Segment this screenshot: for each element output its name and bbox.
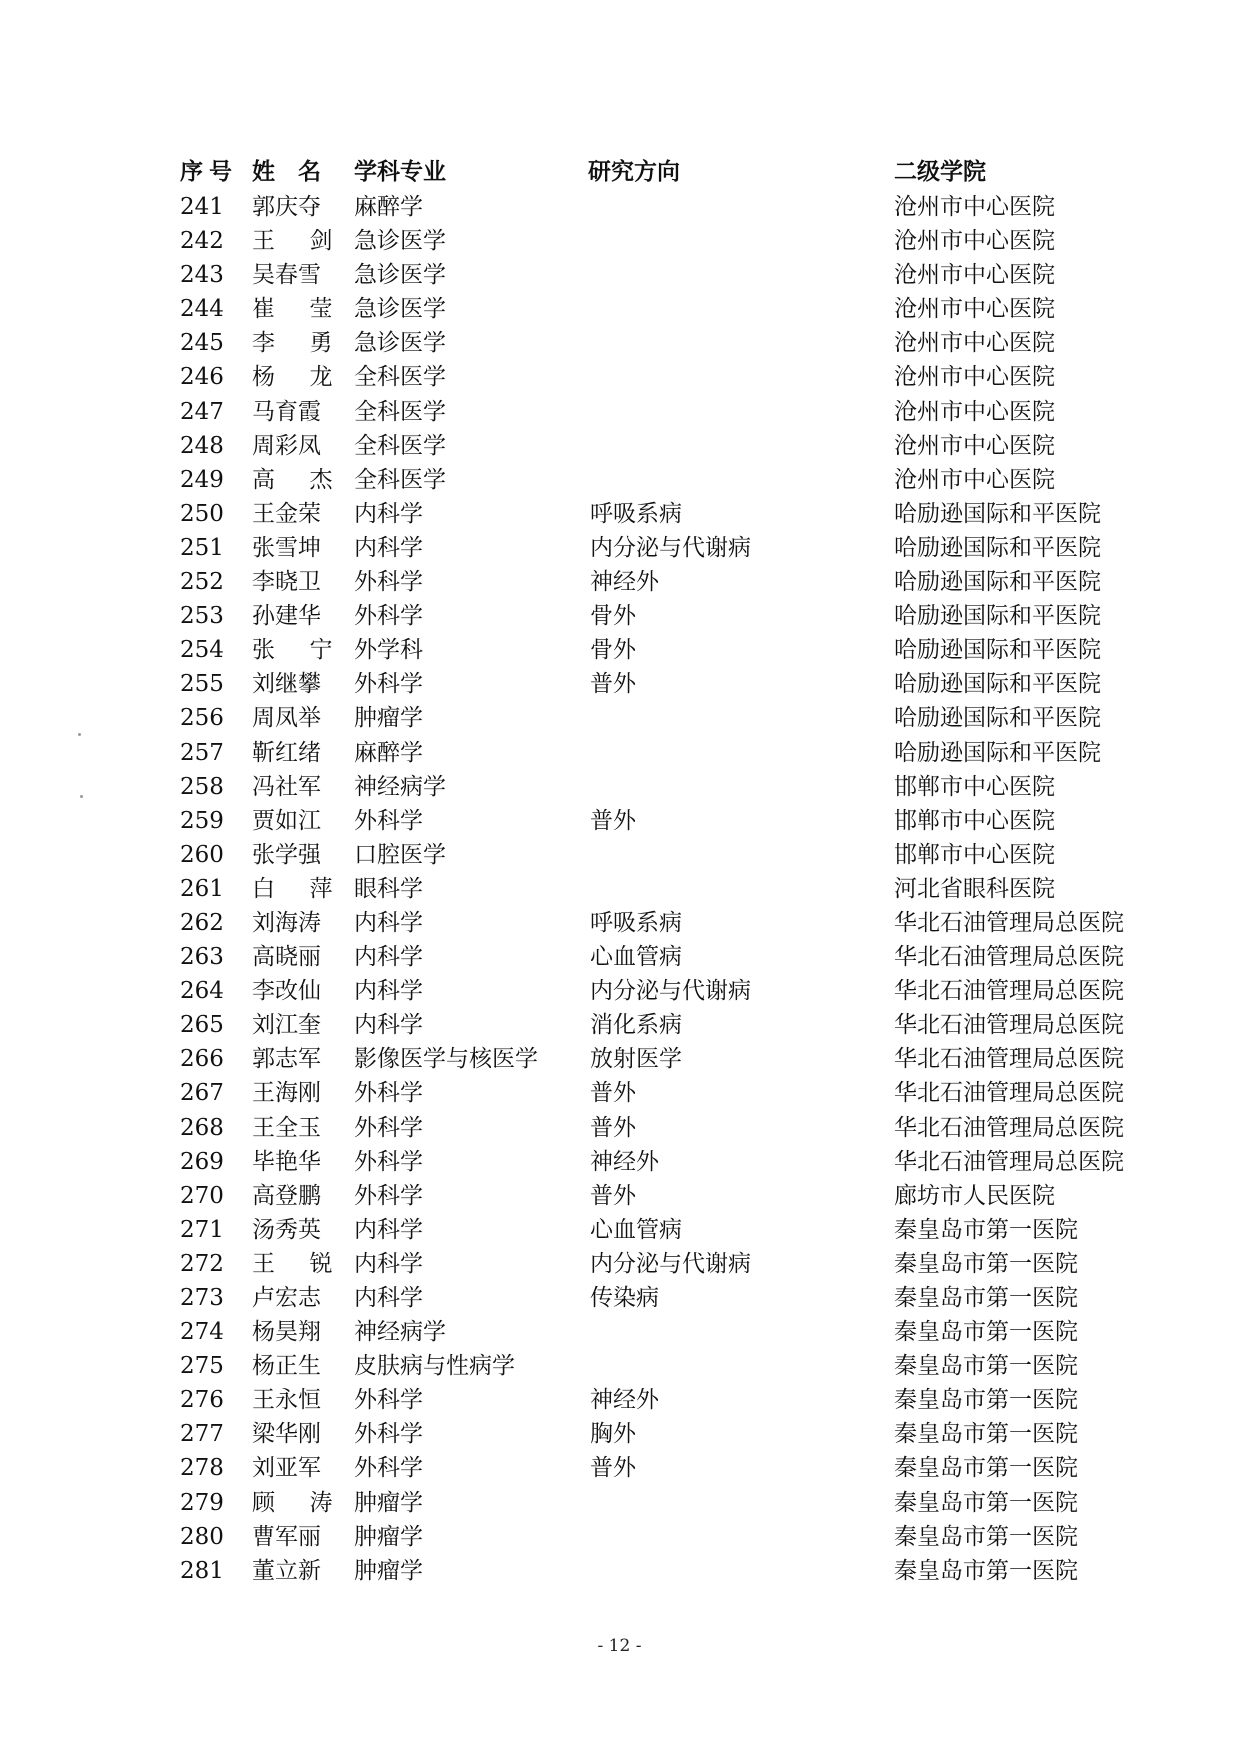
row-direction: 放射医学 <box>590 1046 682 1073</box>
table-row <box>180 1349 1160 1383</box>
row-college: 华北石油管理局总医院 <box>894 1080 1124 1107</box>
row-direction: 普外 <box>590 807 636 834</box>
row-major: 肿瘤学 <box>354 1489 423 1516</box>
row-name: 李 勇 <box>252 330 333 357</box>
row-major: 肿瘤学 <box>354 1523 423 1550</box>
row-name: 郭志军 <box>252 1046 321 1073</box>
row-no: 268 <box>180 1114 224 1141</box>
row-name: 杨正生 <box>252 1353 321 1380</box>
row-name: 李改仙 <box>252 978 321 1005</box>
row-name: 刘继攀 <box>252 671 321 698</box>
row-major: 急诊医学 <box>354 262 446 289</box>
row-direction: 骨外 <box>590 603 636 630</box>
row-name: 靳红绪 <box>252 739 321 766</box>
row-college: 邯郸市中心医院 <box>894 841 1055 868</box>
table-row <box>180 565 1160 599</box>
row-major: 影像医学与核医学 <box>354 1046 538 1073</box>
row-no: 253 <box>180 603 224 630</box>
header-direction: 研究方向 <box>588 158 680 185</box>
row-major: 外科学 <box>354 1080 423 1107</box>
row-college: 哈励逊国际和平医院 <box>894 500 1101 527</box>
table-row <box>180 292 1160 326</box>
row-no: 250 <box>180 500 224 527</box>
row-no: 243 <box>180 262 224 289</box>
row-name: 王全玉 <box>252 1114 321 1141</box>
row-major: 神经病学 <box>354 773 446 800</box>
row-major: 外科学 <box>354 569 423 596</box>
row-major: 急诊医学 <box>354 228 446 255</box>
row-college: 华北石油管理局总医院 <box>894 978 1124 1005</box>
row-college: 华北石油管理局总医院 <box>894 1046 1124 1073</box>
row-major: 内科学 <box>354 534 423 561</box>
page-number: - 12 - <box>597 1636 642 1656</box>
row-major: 外科学 <box>354 1182 423 1209</box>
row-college: 河北省眼科医院 <box>894 875 1055 902</box>
row-name: 周彩凤 <box>252 432 321 459</box>
row-college: 廊坊市人民医院 <box>894 1182 1055 1209</box>
row-college: 华北石油管理局总医院 <box>894 909 1124 936</box>
row-college: 邯郸市中心医院 <box>894 773 1055 800</box>
row-name: 杨 龙 <box>252 364 333 391</box>
table-row <box>180 667 1160 701</box>
table-row <box>180 1008 1160 1042</box>
row-no: 273 <box>180 1285 224 1311</box>
table-row <box>180 1145 1160 1179</box>
row-no: 279 <box>180 1489 224 1516</box>
row-college: 沧州市中心医院 <box>894 296 1055 323</box>
row-major: 外科学 <box>354 1455 423 1482</box>
row-major: 外学科 <box>354 637 423 664</box>
table-row <box>180 395 1160 429</box>
table-row <box>180 940 1160 974</box>
row-name: 刘海涛 <box>252 909 321 936</box>
row-direction: 呼吸系病 <box>590 500 682 527</box>
row-no: 246 <box>180 364 224 391</box>
table-row <box>180 736 1160 770</box>
table-row <box>180 599 1160 633</box>
row-college: 秦皇岛市第一医院 <box>894 1387 1078 1414</box>
row-no: 280 <box>180 1523 224 1550</box>
row-direction: 神经外 <box>590 1387 659 1414</box>
row-no: 258 <box>180 773 224 800</box>
row-college: 秦皇岛市第一医院 <box>894 1285 1078 1311</box>
row-college: 哈励逊国际和平医院 <box>894 705 1101 732</box>
row-college: 华北石油管理局总医院 <box>894 944 1124 971</box>
row-name: 卢宏志 <box>252 1285 321 1311</box>
row-name: 董立新 <box>252 1557 321 1584</box>
row-no: 278 <box>180 1455 224 1482</box>
row-no: 274 <box>180 1319 224 1346</box>
row-direction: 心血管病 <box>590 1216 682 1243</box>
row-no: 252 <box>180 569 224 596</box>
row-direction: 普外 <box>590 1114 636 1141</box>
row-name: 曹军丽 <box>252 1523 321 1550</box>
row-no: 247 <box>180 398 224 425</box>
row-no: 251 <box>180 534 224 561</box>
row-major: 肿瘤学 <box>354 1557 423 1584</box>
table-row <box>180 1042 1160 1076</box>
header-major: 学科专业 <box>354 158 446 185</box>
row-no: 276 <box>180 1387 224 1414</box>
row-college: 沧州市中心医院 <box>894 194 1055 220</box>
row-name: 吴春雪 <box>252 262 321 289</box>
row-college: 华北石油管理局总医院 <box>894 1148 1124 1175</box>
row-major: 急诊医学 <box>354 330 446 357</box>
row-major: 神经病学 <box>354 1319 446 1346</box>
row-name: 张 宁 <box>252 637 333 664</box>
row-major: 外科学 <box>354 1387 423 1414</box>
table-body <box>180 190 1160 1588</box>
scan-speck <box>78 733 81 736</box>
row-name: 王金荣 <box>252 500 321 527</box>
row-direction: 骨外 <box>590 637 636 664</box>
row-name: 郭庆夺 <box>252 194 321 220</box>
row-direction: 内分泌与代谢病 <box>590 978 751 1005</box>
header-college: 二级学院 <box>894 158 986 185</box>
row-major: 口腔医学 <box>354 841 446 868</box>
row-college: 哈励逊国际和平医院 <box>894 603 1101 630</box>
row-name: 孙建华 <box>252 603 321 630</box>
row-no: 266 <box>180 1046 224 1073</box>
table-row <box>180 974 1160 1008</box>
row-no: 259 <box>180 807 224 834</box>
row-direction: 消化系病 <box>590 1012 682 1039</box>
row-college: 沧州市中心医院 <box>894 228 1055 255</box>
row-major: 外科学 <box>354 1421 423 1448</box>
row-direction: 胸外 <box>590 1421 636 1448</box>
row-name: 高 杰 <box>252 466 333 493</box>
row-college: 华北石油管理局总医院 <box>894 1114 1124 1141</box>
row-name: 李晓卫 <box>252 569 321 596</box>
row-direction: 呼吸系病 <box>590 909 682 936</box>
table-row <box>180 906 1160 940</box>
row-college: 秦皇岛市第一医院 <box>894 1319 1078 1346</box>
row-no: 264 <box>180 978 224 1005</box>
table-row <box>180 1247 1160 1281</box>
row-college: 沧州市中心医院 <box>894 398 1055 425</box>
row-no: 281 <box>180 1557 224 1584</box>
row-college: 秦皇岛市第一医院 <box>894 1421 1078 1448</box>
table-row <box>180 258 1160 292</box>
row-direction: 神经外 <box>590 569 659 596</box>
row-no: 272 <box>180 1250 224 1277</box>
row-major: 外科学 <box>354 603 423 630</box>
row-name: 顾 涛 <box>252 1489 333 1516</box>
row-direction: 普外 <box>590 1455 636 1482</box>
table-row <box>180 1554 1160 1588</box>
row-college: 沧州市中心医院 <box>894 330 1055 357</box>
row-major: 肿瘤学 <box>354 705 423 732</box>
table-row <box>180 1520 1160 1554</box>
table-row <box>180 1281 1160 1315</box>
row-name: 白 萍 <box>252 875 333 902</box>
row-college: 沧州市中心医院 <box>894 466 1055 493</box>
row-college: 华北石油管理局总医院 <box>894 1012 1124 1039</box>
scan-speck <box>80 795 83 798</box>
header-no: 序号 <box>180 158 238 185</box>
row-name: 王 剑 <box>252 228 333 255</box>
table-row <box>180 429 1160 463</box>
table-row <box>180 838 1160 872</box>
row-name: 王永恒 <box>252 1387 321 1414</box>
row-college: 沧州市中心医院 <box>894 262 1055 289</box>
row-no: 265 <box>180 1012 224 1039</box>
row-direction: 传染病 <box>590 1285 659 1311</box>
table-row <box>180 190 1160 224</box>
row-name: 崔 莹 <box>252 296 333 323</box>
row-college: 哈励逊国际和平医院 <box>894 739 1101 766</box>
row-name: 高晓丽 <box>252 944 321 971</box>
row-major: 外科学 <box>354 671 423 698</box>
row-major: 全科医学 <box>354 398 446 425</box>
table-row <box>180 1111 1160 1145</box>
row-major: 麻醉学 <box>354 739 423 766</box>
row-direction: 普外 <box>590 1182 636 1209</box>
row-name: 杨昊翔 <box>252 1319 321 1346</box>
row-college: 沧州市中心医院 <box>894 364 1055 391</box>
row-major: 内科学 <box>354 944 423 971</box>
row-major: 内科学 <box>354 909 423 936</box>
header-name: 姓 名 <box>252 158 321 185</box>
table-row <box>180 872 1160 906</box>
row-major: 急诊医学 <box>354 296 446 323</box>
row-name: 张学强 <box>252 841 321 868</box>
row-major: 内科学 <box>354 978 423 1005</box>
row-college: 哈励逊国际和平医院 <box>894 671 1101 698</box>
row-no: 261 <box>180 875 224 902</box>
row-college: 秦皇岛市第一医院 <box>894 1216 1078 1243</box>
table-row <box>180 1417 1160 1451</box>
table-row <box>180 1486 1160 1520</box>
table-row <box>180 1179 1160 1213</box>
row-no: 262 <box>180 909 224 936</box>
row-major: 麻醉学 <box>354 194 423 220</box>
row-major: 外科学 <box>354 807 423 834</box>
table-header <box>180 154 1160 190</box>
row-direction: 心血管病 <box>590 944 682 971</box>
table-row <box>180 1383 1160 1417</box>
table-row <box>180 1076 1160 1110</box>
row-name: 汤秀英 <box>252 1216 321 1243</box>
table-row <box>180 770 1160 804</box>
row-college: 秦皇岛市第一医院 <box>894 1353 1078 1380</box>
row-college: 秦皇岛市第一医院 <box>894 1523 1078 1550</box>
table-row <box>180 804 1160 838</box>
row-major: 眼科学 <box>354 875 423 902</box>
row-major: 内科学 <box>354 1250 423 1277</box>
row-college: 邯郸市中心医院 <box>894 807 1055 834</box>
row-name: 刘亚军 <box>252 1455 321 1482</box>
table-row <box>180 497 1160 531</box>
row-no: 270 <box>180 1182 224 1209</box>
row-college: 秦皇岛市第一医院 <box>894 1557 1078 1584</box>
table-row <box>180 633 1160 667</box>
row-name: 马育霞 <box>252 398 321 425</box>
row-major: 外科学 <box>354 1148 423 1175</box>
row-name: 梁华刚 <box>252 1421 321 1448</box>
row-no: 260 <box>180 841 224 868</box>
row-no: 248 <box>180 432 224 459</box>
row-college: 秦皇岛市第一医院 <box>894 1489 1078 1516</box>
table-row <box>180 1213 1160 1247</box>
row-no: 242 <box>180 228 224 255</box>
row-major: 内科学 <box>354 1216 423 1243</box>
row-major: 皮肤病与性病学 <box>354 1353 515 1380</box>
row-college: 沧州市中心医院 <box>894 432 1055 459</box>
table-row <box>180 531 1160 565</box>
row-college: 哈励逊国际和平医院 <box>894 534 1101 561</box>
row-no: 245 <box>180 330 224 357</box>
row-no: 255 <box>180 671 224 698</box>
row-direction: 普外 <box>590 671 636 698</box>
row-college: 秦皇岛市第一医院 <box>894 1455 1078 1482</box>
row-no: 275 <box>180 1353 224 1380</box>
row-no: 271 <box>180 1216 224 1243</box>
row-major: 全科医学 <box>354 364 446 391</box>
row-major: 全科医学 <box>354 432 446 459</box>
row-direction: 神经外 <box>590 1148 659 1175</box>
row-college: 哈励逊国际和平医院 <box>894 569 1101 596</box>
row-direction: 内分泌与代谢病 <box>590 1250 751 1277</box>
row-direction: 普外 <box>590 1080 636 1107</box>
row-no: 244 <box>180 296 224 323</box>
table-row <box>180 224 1160 258</box>
row-direction: 内分泌与代谢病 <box>590 534 751 561</box>
row-major: 内科学 <box>354 1285 423 1311</box>
row-no: 254 <box>180 637 224 664</box>
row-no: 277 <box>180 1421 224 1448</box>
row-major: 外科学 <box>354 1114 423 1141</box>
row-name: 毕艳华 <box>252 1148 321 1175</box>
table-row <box>180 463 1160 497</box>
row-college: 秦皇岛市第一医院 <box>894 1250 1078 1277</box>
row-name: 王海刚 <box>252 1080 321 1107</box>
row-major: 内科学 <box>354 1012 423 1039</box>
table-row <box>180 326 1160 360</box>
row-name: 王 锐 <box>252 1250 333 1277</box>
row-no: 256 <box>180 705 224 732</box>
row-major: 内科学 <box>354 500 423 527</box>
table-row <box>180 701 1160 735</box>
row-major: 全科医学 <box>354 466 446 493</box>
row-no: 257 <box>180 739 224 766</box>
row-name: 周凤举 <box>252 705 321 732</box>
table-row <box>180 1451 1160 1485</box>
row-no: 249 <box>180 466 224 493</box>
row-name: 张雪坤 <box>252 534 321 561</box>
row-name: 冯社军 <box>252 773 321 800</box>
row-name: 高登鹏 <box>252 1182 321 1209</box>
row-no: 263 <box>180 944 224 971</box>
row-no: 267 <box>180 1080 224 1107</box>
row-no: 269 <box>180 1148 224 1175</box>
roster-table <box>180 154 1160 1588</box>
row-name: 贾如江 <box>252 807 321 834</box>
row-no: 241 <box>180 194 224 220</box>
table-row <box>180 1315 1160 1349</box>
row-college: 哈励逊国际和平医院 <box>894 637 1101 664</box>
row-name: 刘江奎 <box>252 1012 321 1039</box>
table-row <box>180 360 1160 394</box>
